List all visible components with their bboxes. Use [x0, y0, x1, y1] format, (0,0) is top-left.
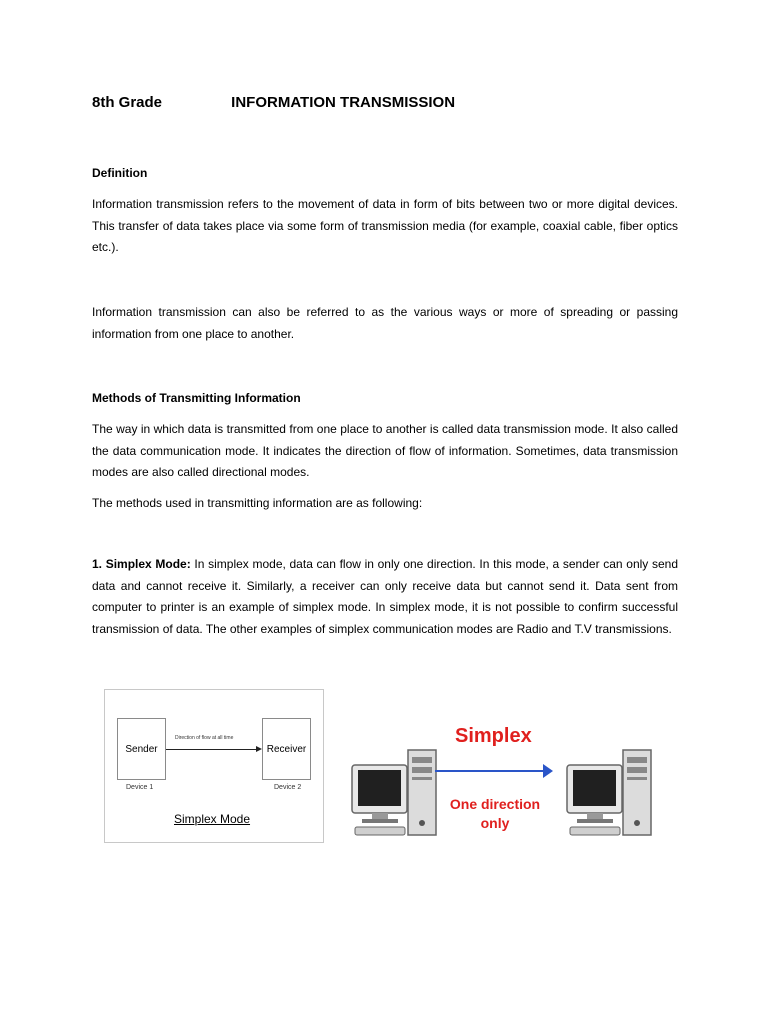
- grade-label: 8th Grade: [92, 94, 163, 111]
- simplex-paragraph: [92, 554, 678, 640]
- sender-box: [117, 718, 166, 780]
- page-title: INFORMATION TRANSMISSION: [231, 94, 456, 111]
- blue-arrow-line: [435, 770, 545, 772]
- direction-text: [444, 795, 546, 833]
- direction-text-line-2: only: [480, 815, 510, 831]
- simplex-title: Simplex: [455, 725, 532, 747]
- arrow-right-icon: [543, 764, 553, 778]
- receiver-label: Receiver: [266, 743, 307, 755]
- definition-paragraph-2: Information transmission can also be referred to as the various ways or more of spreading or passing information from one place to another.: [92, 305, 678, 341]
- diagram-caption: Simplex Mode: [174, 812, 251, 826]
- simplex-text: In simplex mode, data can flow in only one direction. In this mode, a sender can only send data and cannot receive it. Similarly, a receiver can only receive data but cannot send it. Data sent from computer to printer is an example of simplex mode. In simplex mode, it is not possible to confirm successful transmission of data. The other examples of simplex communication modes are Radio and T.V transmissions.: [92, 557, 678, 636]
- arrow-line: [166, 749, 258, 750]
- methods-heading: Methods of Transmitting Information: [92, 391, 301, 405]
- direction-label: Direction of flow at all time: [175, 735, 234, 741]
- device1-caption: Device 1: [126, 784, 154, 791]
- methods-paragraph-1: The way in which data is transmitted from one place to another is called data transmission mode. It also called the data communication mode. It indicates the direction of flow of information. Sometimes, data transmission modes are also called directional modes.: [92, 422, 678, 479]
- definition-paragraph-1: Information transmission refers to the movement of data in form of bits between two or more digital devices. This transfer of data takes place via some form of transmission media (for example, coaxial cable, fiber optics etc.).: [92, 197, 678, 254]
- computer-icon: [350, 745, 440, 845]
- receiver-box: [262, 718, 311, 780]
- computer-icon: [565, 745, 655, 845]
- methods-paragraph-2: The methods used in transmitting information are as following:: [92, 496, 423, 510]
- document-header: [92, 94, 455, 111]
- device2-caption: Device 2: [274, 784, 302, 791]
- direction-text-line-1: One direction: [449, 796, 541, 812]
- simplex-diagram: [104, 689, 324, 843]
- definition-heading: Definition: [92, 166, 148, 180]
- sender-label: Sender: [125, 743, 158, 755]
- simplex-illustration: [345, 720, 650, 845]
- simplex-label: 1. Simplex Mode:: [92, 557, 191, 571]
